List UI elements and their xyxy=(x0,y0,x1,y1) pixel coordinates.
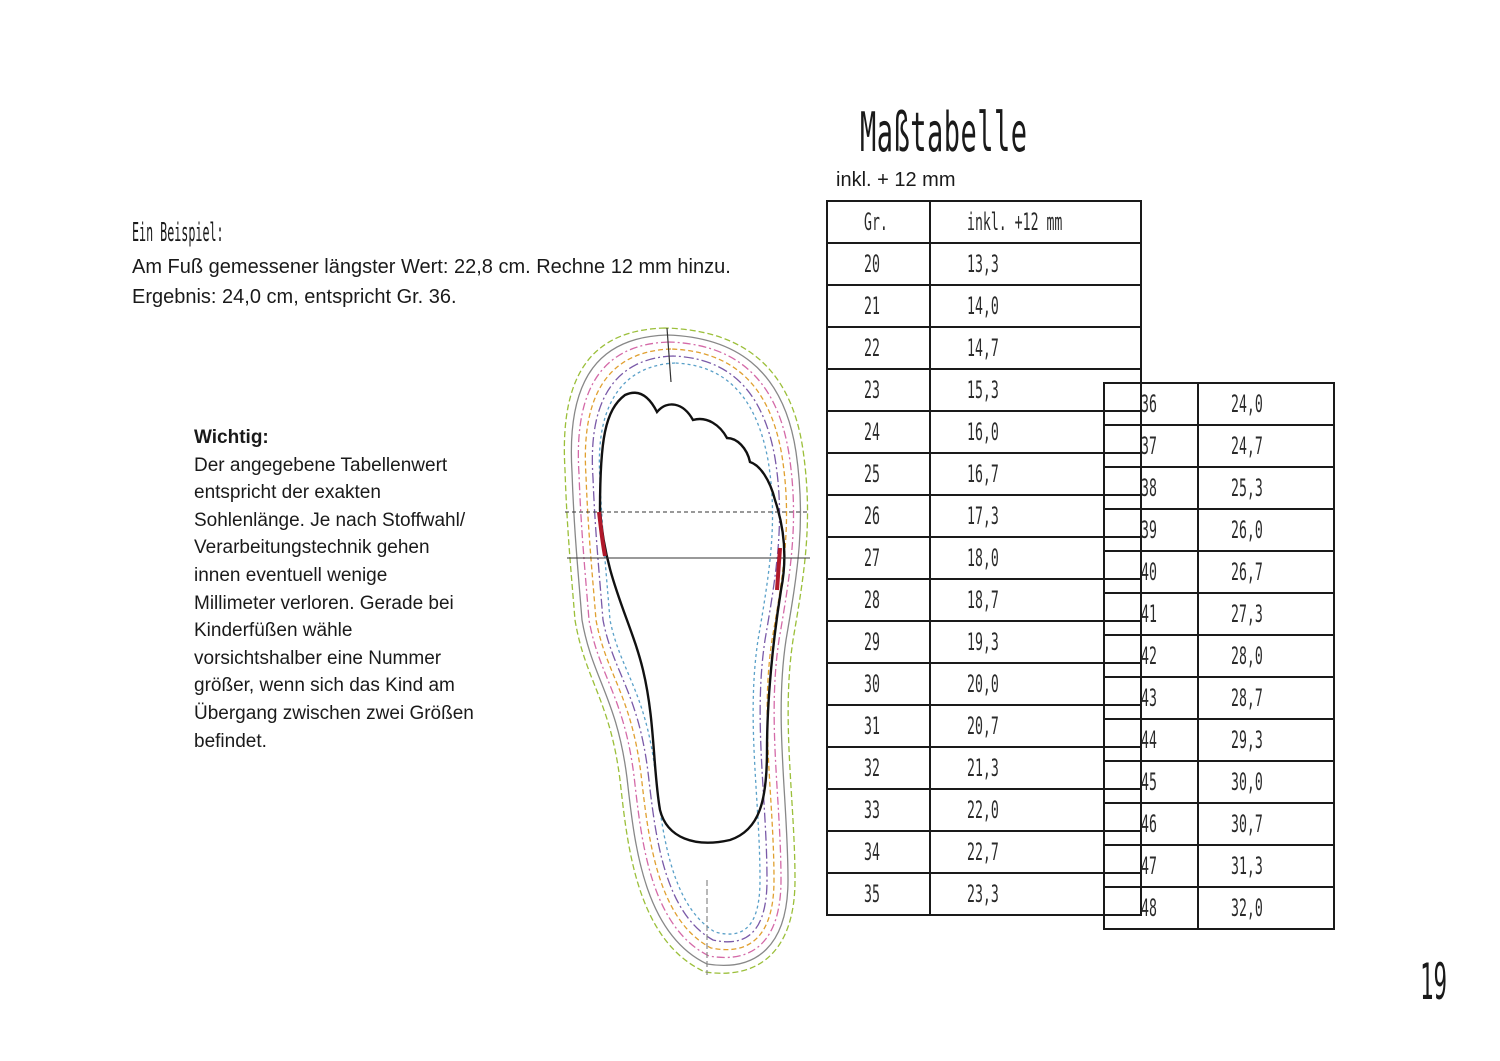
length-cell: 17,3 xyxy=(930,495,1141,537)
note-text xyxy=(194,452,524,756)
size-cell: 42 xyxy=(1104,635,1198,677)
size-table-left-body xyxy=(827,201,1141,915)
size-cell: 32 xyxy=(827,747,930,789)
note-line: Sohlenlänge. Je nach Stoffwahl/ xyxy=(194,509,466,531)
note-line: Verarbeitungstechnik gehen xyxy=(194,537,430,559)
note-line: Kinderfüßen wähle xyxy=(194,620,353,642)
size-cell: 26 xyxy=(827,495,930,537)
table-row xyxy=(827,663,1141,705)
table-row xyxy=(827,411,1141,453)
size-cell: 22 xyxy=(827,327,930,369)
note-line: Millimeter verloren. Gerade bei xyxy=(194,592,454,614)
size-table-right xyxy=(1103,382,1335,930)
table-row xyxy=(827,873,1141,915)
size-cell: 46 xyxy=(1104,803,1198,845)
length-cell: 24,0 xyxy=(1198,383,1334,425)
table-row xyxy=(827,243,1141,285)
length-cell: 16,0 xyxy=(930,411,1141,453)
table-row xyxy=(1104,383,1334,425)
center-mark xyxy=(667,328,671,382)
table-row xyxy=(1104,467,1334,509)
size-cell: 48 xyxy=(1104,887,1198,929)
size-cell: 40 xyxy=(1104,551,1198,593)
table-header-length: inkl. +12 mm xyxy=(930,201,1141,243)
table-row xyxy=(827,621,1141,663)
size-cell: 37 xyxy=(1104,425,1198,467)
length-cell: 15,3 xyxy=(930,369,1141,411)
size-cell: 35 xyxy=(827,873,930,915)
note-line: größer, wenn sich das Kind am xyxy=(194,675,455,697)
length-cell: 20,0 xyxy=(930,663,1141,705)
example-line: Ergebnis: 24,0 cm, entspricht Gr. 36. xyxy=(132,286,457,308)
foot-outline xyxy=(600,393,784,843)
table-row xyxy=(827,285,1141,327)
page-number: 19 xyxy=(1420,953,1448,1011)
note-heading: Wichtig: xyxy=(194,427,269,448)
length-cell: 30,0 xyxy=(1198,761,1334,803)
size-cell: 25 xyxy=(827,453,930,495)
size-cell: 38 xyxy=(1104,467,1198,509)
length-cell: 16,7 xyxy=(930,453,1141,495)
length-cell: 31,3 xyxy=(1198,845,1334,887)
size-cell: 33 xyxy=(827,789,930,831)
table-row xyxy=(827,453,1141,495)
sole-outline xyxy=(599,363,772,934)
length-cell: 26,7 xyxy=(1198,551,1334,593)
size-cell: 29 xyxy=(827,621,930,663)
sole-outline xyxy=(592,356,779,942)
page-title: Maßtabelle xyxy=(860,101,1028,164)
sole-pattern-icon xyxy=(555,320,820,980)
length-cell: 14,7 xyxy=(930,327,1141,369)
length-cell: 26,0 xyxy=(1198,509,1334,551)
table-row xyxy=(827,537,1141,579)
length-cell: 19,3 xyxy=(930,621,1141,663)
length-cell: 28,7 xyxy=(1198,677,1334,719)
table-row xyxy=(1104,719,1334,761)
size-cell: 41 xyxy=(1104,593,1198,635)
note-line: innen eventuell wenige xyxy=(194,564,388,586)
red-mark-left xyxy=(599,512,605,556)
table-row xyxy=(1104,593,1334,635)
table-row xyxy=(1104,551,1334,593)
length-cell: 29,3 xyxy=(1198,719,1334,761)
size-cell: 43 xyxy=(1104,677,1198,719)
red-mark-right xyxy=(777,548,780,590)
note-block xyxy=(194,424,524,755)
length-cell: 23,3 xyxy=(930,873,1141,915)
note-line: Der angegebene Tabellenwert xyxy=(194,454,448,476)
table-row xyxy=(827,369,1141,411)
example-heading: Ein Beispiel: xyxy=(132,218,224,248)
length-cell: 24,7 xyxy=(1198,425,1334,467)
size-cell: 21 xyxy=(827,285,930,327)
table-row xyxy=(827,705,1141,747)
length-cell: 22,0 xyxy=(930,789,1141,831)
length-cell: 22,7 xyxy=(930,831,1141,873)
table-row xyxy=(827,579,1141,621)
size-cell: 30 xyxy=(827,663,930,705)
size-cell: 27 xyxy=(827,537,930,579)
size-cell: 23 xyxy=(827,369,930,411)
table-row xyxy=(827,747,1141,789)
length-cell: 20,7 xyxy=(930,705,1141,747)
example-line: Am Fuß gemessener längster Wert: 22,8 cm. Rechne 12 mm hinzu. xyxy=(132,256,731,278)
size-cell: 44 xyxy=(1104,719,1198,761)
note-line: vorsichtshalber eine Nummer xyxy=(194,647,442,669)
length-cell: 18,7 xyxy=(930,579,1141,621)
length-cell: 30,7 xyxy=(1198,803,1334,845)
size-cell: 28 xyxy=(827,579,930,621)
size-cell: 45 xyxy=(1104,761,1198,803)
table-header-size: Gr. xyxy=(827,201,930,243)
length-cell: 21,3 xyxy=(930,747,1141,789)
table-row xyxy=(1104,845,1334,887)
length-cell: 27,3 xyxy=(1198,593,1334,635)
size-cell: 24 xyxy=(827,411,930,453)
length-cell: 14,0 xyxy=(930,285,1141,327)
table-row xyxy=(827,789,1141,831)
note-line: Übergang zwischen zwei Größen xyxy=(194,702,474,724)
size-cell: 34 xyxy=(827,831,930,873)
size-table-left xyxy=(826,200,1142,916)
size-cell: 47 xyxy=(1104,845,1198,887)
length-cell: 25,3 xyxy=(1198,467,1334,509)
size-cell: 39 xyxy=(1104,509,1198,551)
table-row xyxy=(827,495,1141,537)
table-row xyxy=(1104,635,1334,677)
table-row xyxy=(1104,887,1334,929)
note-line: entspricht der exakten xyxy=(194,482,381,504)
size-table-right-body xyxy=(1104,383,1334,929)
table-row xyxy=(1104,425,1334,467)
page-subtitle: inkl. + 12 mm xyxy=(836,169,956,191)
note-line: befindet. xyxy=(194,730,267,752)
example-text xyxy=(132,252,731,312)
length-cell: 13,3 xyxy=(930,243,1141,285)
table-row xyxy=(1104,761,1334,803)
table-header-row xyxy=(827,201,1141,243)
table-row xyxy=(1104,677,1334,719)
table-row xyxy=(827,327,1141,369)
length-cell: 32,0 xyxy=(1198,887,1334,929)
table-row xyxy=(1104,803,1334,845)
table-row xyxy=(1104,509,1334,551)
size-cell: 36 xyxy=(1104,383,1198,425)
size-cell: 20 xyxy=(827,243,930,285)
size-cell: 31 xyxy=(827,705,930,747)
table-row xyxy=(827,831,1141,873)
length-cell: 28,0 xyxy=(1198,635,1334,677)
length-cell: 18,0 xyxy=(930,537,1141,579)
